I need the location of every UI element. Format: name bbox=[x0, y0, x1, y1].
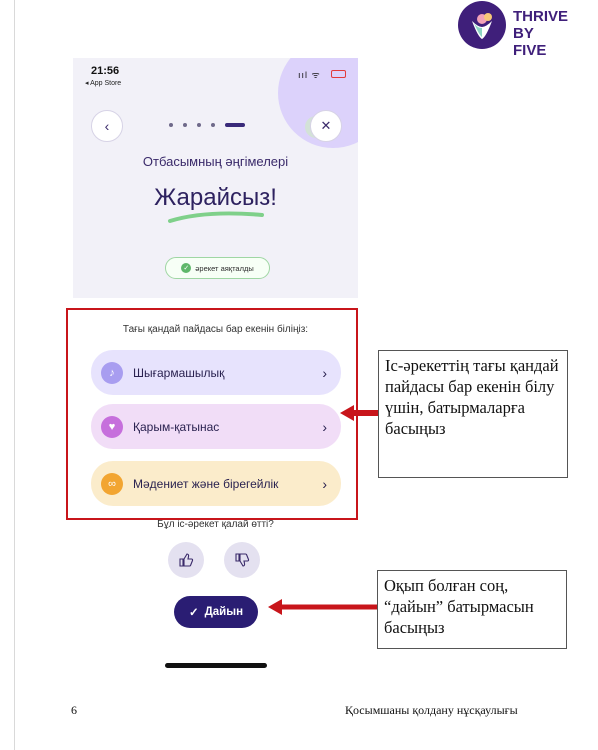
infinity-icon: ∞ bbox=[101, 473, 123, 495]
home-indicator bbox=[165, 663, 267, 668]
logo-mark-icon bbox=[458, 1, 506, 49]
completion-title: Жарайсыз! bbox=[154, 184, 277, 211]
badge-label: әрекет аяқталды bbox=[195, 263, 254, 273]
logo-line2: BY FIVE bbox=[513, 25, 547, 59]
progress-dot bbox=[197, 123, 201, 127]
chevron-right-icon: › bbox=[322, 418, 327, 435]
close-icon: ✕ bbox=[320, 118, 332, 133]
logo-line1: THRIVE bbox=[513, 8, 569, 25]
arrow-left-icon bbox=[268, 598, 378, 616]
progress-current bbox=[225, 123, 245, 127]
close-button[interactable] bbox=[310, 110, 342, 142]
progress-dot bbox=[169, 123, 173, 127]
thrive-by-five-logo bbox=[458, 0, 569, 59]
check-icon: ✓ bbox=[181, 263, 191, 273]
footer-title: Қосымшаны қолдану нұсқаулығы bbox=[345, 703, 518, 717]
status-time: 21:56 bbox=[91, 65, 120, 77]
feedback-question: Бұл іс-әрекет қалай өтті? bbox=[157, 519, 274, 530]
activity-completed-badge bbox=[165, 257, 270, 279]
done-label: Дайын bbox=[204, 606, 244, 618]
page-number: 6 bbox=[71, 703, 77, 717]
logo-text bbox=[513, 8, 568, 59]
heart-hand-icon: ♥ bbox=[101, 416, 123, 438]
thumbs-up-button[interactable] bbox=[168, 542, 204, 578]
progress-dot bbox=[211, 123, 215, 127]
benefit-prompt: Тағы қандай пайдасы бар екенін біліңіз: bbox=[122, 324, 309, 335]
page-edge bbox=[14, 0, 15, 750]
green-underline-swoosh bbox=[166, 208, 266, 226]
back-to-app-store[interactable]: ◂ App Store bbox=[85, 80, 122, 87]
progress-dot bbox=[183, 123, 187, 127]
callout-done: Оқып болған соң, “дайын” батырмасын басыңыз bbox=[377, 570, 567, 649]
done-button[interactable] bbox=[174, 596, 258, 628]
thumbs-down-button[interactable] bbox=[224, 542, 260, 578]
callout-benefits: Іс-әрекеттің тағы қандай пайдасы бар екенін білу үшін, батырмаларға басыңыз bbox=[378, 350, 568, 478]
back-button[interactable] bbox=[91, 110, 123, 142]
arrow-left-icon bbox=[340, 404, 380, 422]
thumbs-down-icon bbox=[234, 552, 250, 568]
chevron-right-icon: › bbox=[322, 364, 327, 381]
card-label: Қарым-қатынас bbox=[133, 419, 220, 434]
checkmark-icon: ✓ bbox=[188, 607, 199, 619]
card-label: Мәдениет және бірегейлік bbox=[133, 476, 279, 491]
card-label: Шығармашылық bbox=[133, 365, 225, 380]
step-progress bbox=[169, 123, 245, 127]
battery-icon bbox=[331, 70, 346, 78]
story-title: Отбасымның әңгімелері bbox=[142, 154, 289, 169]
chevron-left-icon: ‹ bbox=[104, 118, 110, 134]
thumbs-up-icon bbox=[178, 552, 194, 568]
music-note-icon: ♪ bbox=[101, 362, 123, 384]
signal-wifi-icon: ııl ᯤ bbox=[298, 70, 321, 80]
highlight-frame bbox=[66, 308, 358, 520]
chevron-right-icon: › bbox=[322, 475, 327, 492]
